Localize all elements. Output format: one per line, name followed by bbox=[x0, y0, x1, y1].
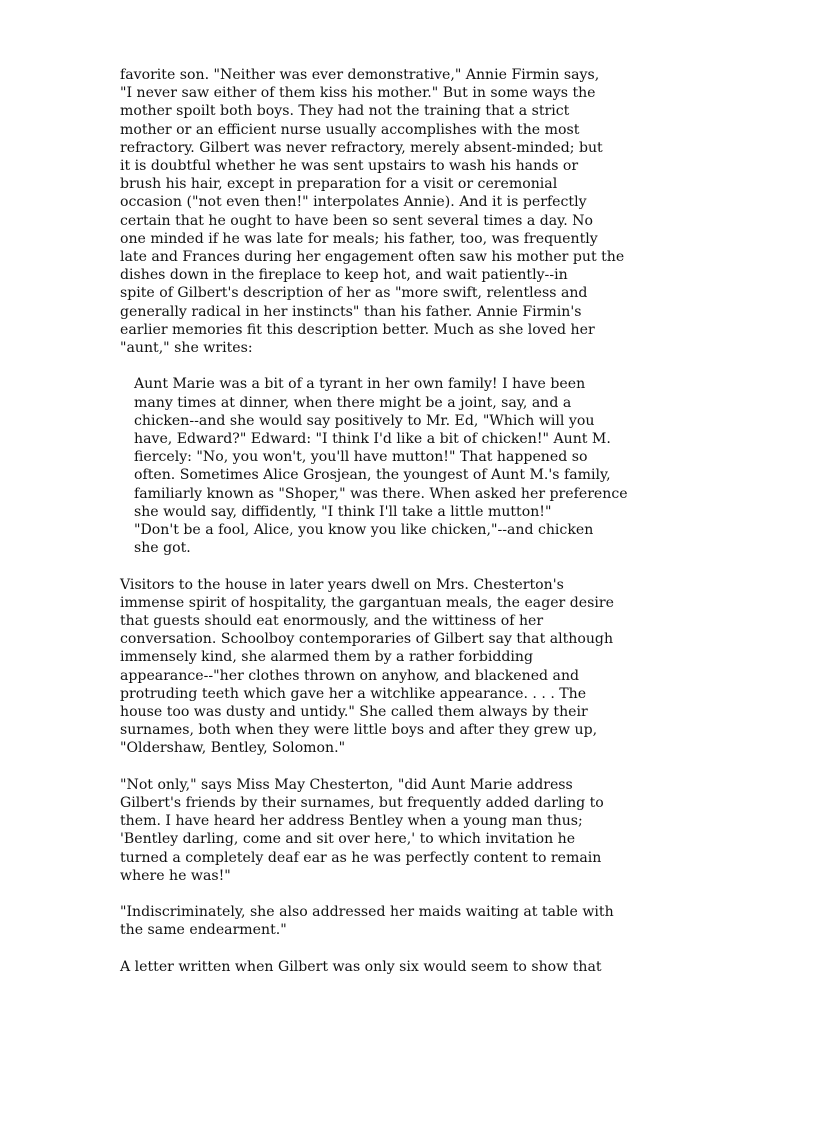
text-line: that guests should eat enormously, and the wittiness of her bbox=[120, 613, 544, 630]
text-line: A letter written when Gilbert was only six would seem to show that bbox=[120, 958, 602, 975]
text-line: it is doubtful whether he was sent upstairs to wash his hands or bbox=[120, 158, 579, 175]
text-line: conversation. Schoolboy contemporaries of Gilbert say that although bbox=[120, 631, 614, 648]
text-line: one minded if he was late for meals; his father, too, was frequently bbox=[120, 230, 598, 247]
text-line: brush his hair, except in preparation for a visit or ceremonial bbox=[120, 176, 558, 193]
block-quote-aunt-marie bbox=[120, 375, 640, 557]
text-line: earlier memories fit this description better. Much as she loved her bbox=[120, 321, 595, 338]
text-line: mother or an efficient nurse usually accomplishes with the most bbox=[120, 121, 580, 138]
text-line: Gilbert's friends by their surnames, but frequently added darling to bbox=[120, 795, 604, 812]
text-line: immense spirit of hospitality, the gargantuan meals, the eager desire bbox=[120, 594, 614, 611]
text-line: late and Frances during her engagement often saw his mother put the bbox=[120, 249, 625, 266]
paragraph-maids-endearment bbox=[120, 903, 640, 939]
text-line: immensely kind, she alarmed them by a rather forbidding bbox=[120, 649, 533, 666]
paragraph-spacer bbox=[120, 758, 640, 776]
text-line: 'Bentley darling, come and sit over here,' to which invitation he bbox=[120, 831, 576, 848]
quote-line: many times at dinner, when there might be a joint, say, and a bbox=[134, 394, 572, 411]
text-line: generally radical in her instincts" than his father. Annie Firmin's bbox=[120, 303, 582, 320]
paragraph-spacer bbox=[120, 557, 640, 575]
quote-line: Aunt Marie was a bit of a tyrant in her own family! I have been bbox=[134, 376, 586, 393]
paragraph-spacer bbox=[120, 357, 640, 375]
text-line: turned a completely deaf ear as he was perfectly content to remain bbox=[120, 849, 602, 866]
document-page bbox=[120, 66, 640, 976]
paragraph-mother-spoilt-boys bbox=[120, 66, 640, 357]
text-line: them. I have heard her address Bentley when a young man thus; bbox=[120, 813, 583, 830]
text-line: "Indiscriminately, she also addressed her maids waiting at table with bbox=[120, 904, 614, 921]
paragraph-spacer bbox=[120, 940, 640, 958]
text-line: mother spoilt both boys. They had not the training that a strict bbox=[120, 103, 570, 120]
text-line: appearance--"her clothes thrown on anyhow, and blackened and bbox=[120, 667, 580, 684]
quote-line: she would say, diffidently, "I think I'll take a little mutton!" bbox=[134, 503, 552, 520]
quote-line: have, Edward?" Edward: "I think I'd like a bit of chicken!" Aunt M. bbox=[134, 431, 611, 448]
paragraph-spacer bbox=[120, 885, 640, 903]
text-line: where he was!" bbox=[120, 867, 231, 884]
quote-line: she got. bbox=[134, 540, 191, 557]
paragraph-letter-age-six bbox=[120, 958, 640, 976]
paragraph-may-chesterton bbox=[120, 776, 640, 885]
text-line: dishes down in the fireplace to keep hot, and wait patiently--in bbox=[120, 267, 568, 284]
text-line: occasion ("not even then!" interpolates Annie). And it is perfectly bbox=[120, 194, 587, 211]
text-line: refractory. Gilbert was never refractory, merely absent-minded; but bbox=[120, 139, 603, 156]
text-line: favorite son. "Neither was ever demonstrative," Annie Firmin says, bbox=[120, 67, 600, 83]
text-line: certain that he ought to have been so sent several times a day. No bbox=[120, 212, 593, 229]
text-line: "I never saw either of them kiss his mother." But in some ways the bbox=[120, 85, 596, 102]
text-line: surnames, both when they were little boys and after they grew up, bbox=[120, 722, 598, 739]
text-line: Visitors to the house in later years dwell on Mrs. Chesterton's bbox=[120, 576, 564, 593]
text-line: protruding teeth which gave her a witchlike appearance. . . . The bbox=[120, 685, 587, 702]
text-line: spite of Gilbert's description of her as "more swift, relentless and bbox=[120, 285, 588, 302]
quote-line: chicken--and she would say positively to Mr. Ed, "Which will you bbox=[134, 412, 595, 429]
quote-line: fiercely: "No, you won't, you'll have mutton!" That happened so bbox=[134, 449, 588, 466]
text-line: "aunt," she writes: bbox=[120, 340, 253, 357]
text-line: "Not only," says Miss May Chesterton, "did Aunt Marie address bbox=[120, 776, 573, 793]
text-line: house too was dusty and untidy." She called them always by their bbox=[120, 704, 588, 721]
quote-line: often. Sometimes Alice Grosjean, the youngest of Aunt M.'s family, bbox=[134, 467, 611, 484]
text-line: the same endearment." bbox=[120, 922, 287, 939]
paragraph-visitors-hospitality bbox=[120, 576, 640, 758]
text-line: "Oldershaw, Bentley, Solomon." bbox=[120, 740, 346, 757]
quote-line: familiarly known as "Shoper," was there. When asked her preference bbox=[134, 485, 628, 502]
quote-line: "Don't be a fool, Alice, you know you like chicken,"--and chicken bbox=[134, 522, 594, 539]
